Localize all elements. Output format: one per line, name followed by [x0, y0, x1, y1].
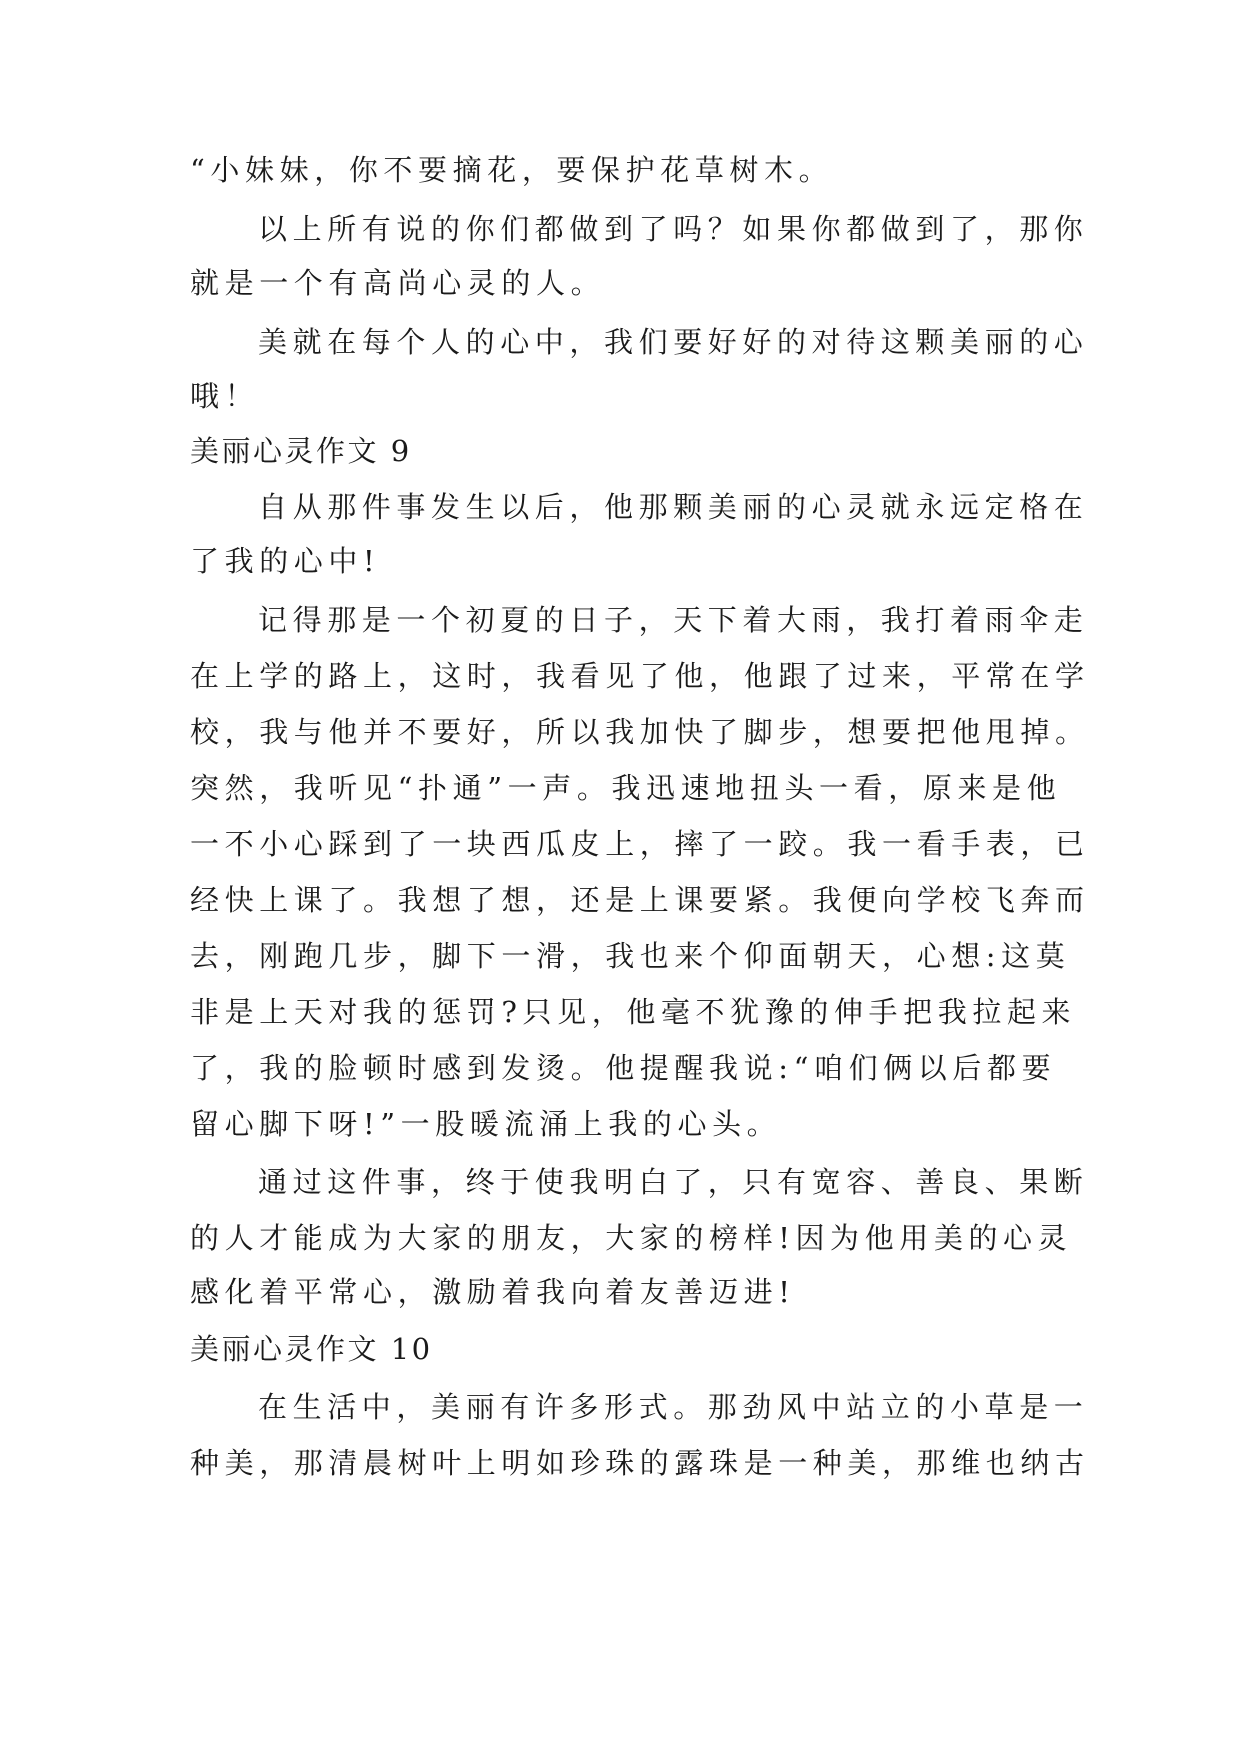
- text-line: 留心脚下呀!”一股暖流涌上我的心头。: [190, 1107, 782, 1141]
- text-line: 校，我与他并不要好，所以我加快了脚步，想要把他甩掉。: [190, 715, 1090, 749]
- text-line: 就是一个有高尚心灵的人。: [190, 266, 606, 300]
- text-line: 突然，我听见“扑通”一声。我迅速地扭头一看，原来是他: [190, 771, 1062, 805]
- text-line: “小妹妹，你不要摘花，要保护花草树木。: [190, 153, 834, 187]
- paragraph-first-line: 记得那是一个初夏的日子，天下着大雨，我打着雨伞走: [258, 603, 1089, 637]
- section-heading: 美丽心灵作文 9: [190, 434, 412, 468]
- paragraph-first-line: 通过这件事，终于使我明白了，只有宽容、善良、果断: [258, 1165, 1089, 1199]
- text-line: 的人才能成为大家的朋友，大家的榜样!因为他用美的心灵: [190, 1221, 1073, 1255]
- text-line: 哦！: [190, 379, 260, 413]
- text-line: 在上学的路上，这时，我看见了他，他跟了过来，平常在学: [190, 659, 1090, 693]
- text-line: 去，刚跑几步，脚下一滑，我也来个仰面朝天，心想:这莫: [190, 939, 1071, 973]
- text-line: 经快上课了。我想了想，还是上课要紧。我便向学校飞奔而: [190, 883, 1090, 917]
- paragraph-first-line: 美就在每个人的心中，我们要好好的对待这颗美丽的心: [258, 325, 1089, 359]
- text-line: 种美，那清晨树叶上明如珍珠的露珠是一种美，那维也纳古: [190, 1446, 1090, 1480]
- paragraph-first-line: 在生活中，美丽有许多形式。那劲风中站立的小草是一: [258, 1390, 1089, 1424]
- text-line: 非是上天对我的惩罚?只见，他毫不犹豫的伸手把我拉起来: [190, 995, 1077, 1029]
- section-heading: 美丽心灵作文 10: [190, 1332, 433, 1366]
- text-line: 感化着平常心，激励着我向着友善迈进!: [190, 1275, 796, 1309]
- text-line: 了我的心中!: [190, 544, 381, 578]
- text-line: 一不小心踩到了一块西瓜皮上，摔了一跤。我一看手表，已: [190, 827, 1090, 861]
- text-line: 了，我的脸顿时感到发烫。他提醒我说:“咱们俩以后都要: [190, 1051, 1057, 1085]
- paragraph-first-line: 以上所有说的你们都做到了吗？如果你都做到了，那你: [258, 212, 1089, 246]
- paragraph-first-line: 自从那件事发生以后，他那颗美丽的心灵就永远定格在: [258, 490, 1089, 524]
